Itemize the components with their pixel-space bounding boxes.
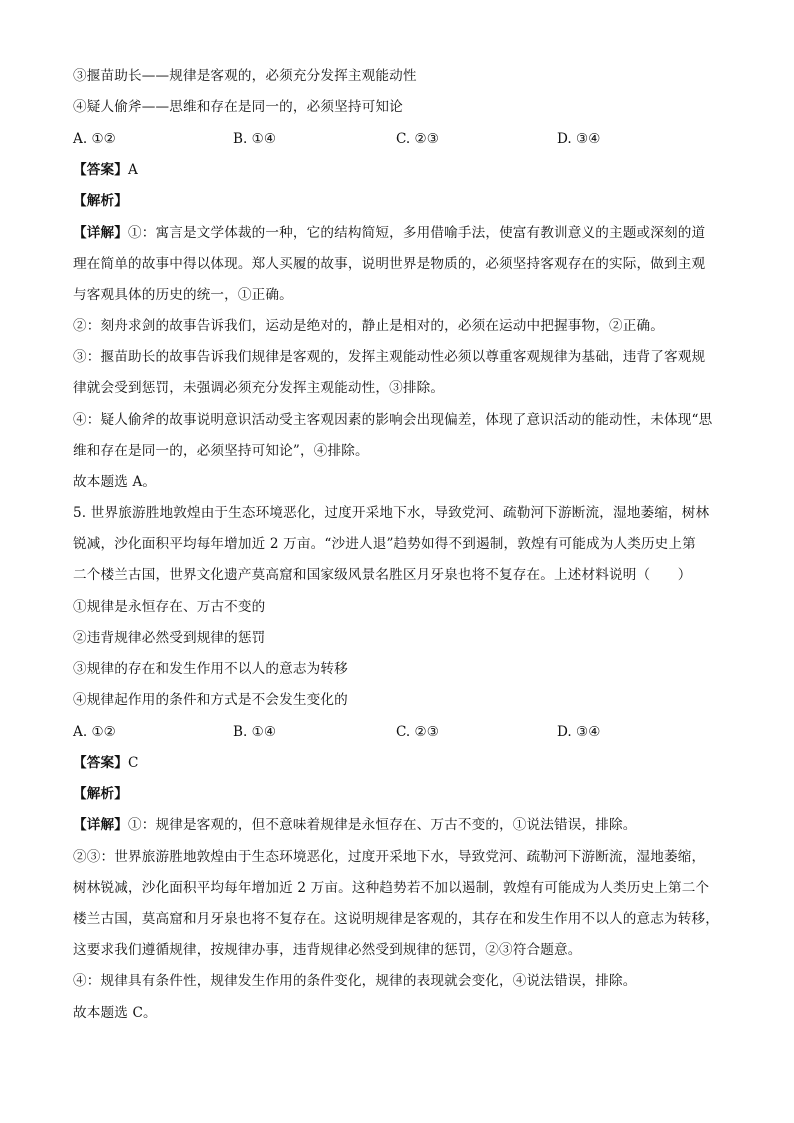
- q5-detail-23-line-3: 楼兰古国，莫高窟和月牙泉也将不复存在。这说明规律是客观的，其存在和发生作用不以人的意志为转移，: [73, 911, 719, 927]
- q4-detail-1-line-3: 与客观具体的历史的统一，①正确。: [73, 287, 293, 303]
- q4-options: [73, 129, 733, 149]
- q4-answer: [73, 160, 138, 180]
- q5-detail-23-line-2: 树林锐减，沙化面积平均每年增加近 2 万亩。这种趋势若不加以遏制，敦煌有可能成为人类历史上第二个: [73, 880, 710, 896]
- answer-value: C: [127, 755, 139, 771]
- q4-option-a: A. ①②: [73, 131, 116, 147]
- q5-stem-line-2: 锐减，沙化面积平均每年增加近 2 万亩。“沙进人退”趋势如得不到遏制，敦煌有可能成为人类历史上第: [73, 536, 696, 552]
- detail-tag: 【详解】: [73, 817, 128, 833]
- q4-detail-3-line-2: 律就会受到惩罚，未强调必须充分发挥主观能动性，③排除。: [73, 380, 445, 396]
- q5-option-a: A. ①②: [73, 724, 116, 740]
- q4-option-c: C. ②③: [396, 131, 439, 147]
- q4-detail-4-line-2: 维和存在是同一的，必须坚持可知论”，④排除。: [73, 443, 369, 459]
- q5-item-4: ④规律起作用的条件和方式是不会发生变化的: [73, 692, 348, 708]
- q4-item-3: ③揠苗助长——规律是客观的，必须充分发挥主观能动性: [73, 68, 417, 84]
- q5-detail-4: ④：规律具有条件性，规律发生作用的条件变化，规律的表现就会变化，④说法错误，排除。: [73, 973, 637, 989]
- q5-stem-line-3: 二个楼兰古国，世界文化遗产莫高窟和国家级风景名胜区月牙泉也将不复存在。上述材料说明（ ）: [73, 567, 692, 583]
- q5-answer: [73, 753, 139, 773]
- q5-item-3: ③规律的存在和发生作用不以人的意志为转移: [73, 661, 348, 677]
- q4-item-4: ④疑人偷斧——思维和存在是同一的，必须坚持可知论: [73, 99, 403, 115]
- q5-item-2: ②违背规律必然受到规律的惩罚: [73, 630, 266, 646]
- q5-options: [73, 722, 733, 742]
- q5-detail-23-line-4: 这要求我们遵循规律，按规律办事，违背规律必然受到规律的惩罚，②③符合题意。: [73, 942, 582, 958]
- q5-option-d: D. ③④: [557, 724, 601, 740]
- q5-stem-line-1: 5. 世界旅游胜地敦煌由于生态环境恶化，过度开采地下水，导致党河、疏勒河下游断流，湿地萎缩，树林: [73, 505, 710, 521]
- q5-option-b: B. ①④: [233, 724, 277, 740]
- q5-item-1: ①规律是永恒存在、万古不变的: [73, 599, 266, 615]
- answer-tag: 【答案】: [73, 162, 128, 178]
- q5-conclusion: 故本题选 C。: [73, 1005, 157, 1021]
- q4-detail-1-line-2: 理在简单的故事中得以体现。郑人买履的故事，说明世界是物质的，必须坚持客观存在的实际，做到主观: [73, 256, 706, 272]
- q5-detail-23-line-1: ②③：世界旅游胜地敦煌由于生态环境恶化，过度开采地下水，导致党河、疏勒河下游断流，湿地萎缩，: [73, 849, 706, 865]
- q4-conclusion: 故本题选 A。: [73, 474, 157, 490]
- q5-analysis-tag: 【解析】: [73, 786, 128, 802]
- q4-option-d: D. ③④: [557, 131, 601, 147]
- detail-tag: 【详解】: [73, 225, 128, 241]
- q4-detail-3-line-1: ③：揠苗助长的故事告诉我们规律是客观的，发挥主观能动性必须以尊重客观规律为基础，违背了客观规: [73, 349, 706, 365]
- q4-option-b: B. ①④: [233, 131, 277, 147]
- answer-value: A: [127, 162, 138, 178]
- q4-analysis-tag: 【解析】: [73, 193, 128, 209]
- q5-detail-1: 【详解】①：规律是客观的，但不意味着规律是永恒存在、万古不变的，①说法错误，排除。: [73, 817, 637, 833]
- q5-option-c: C. ②③: [396, 724, 439, 740]
- q4-detail-1-line-1: 【详解】①：寓言是文学体裁的一种，它的结构简短，多用借喻手法，使富有教训意义的主题或深刻的道: [73, 225, 706, 241]
- answer-tag: 【答案】: [73, 755, 128, 771]
- q4-detail-4-line-1: ④：疑人偷斧的故事说明意识活动受主客观因素的影响会出现偏差，体现了意识活动的能动性，未体现“思: [73, 412, 713, 428]
- q4-detail-2: ②：刻舟求剑的故事告诉我们，运动是绝对的，静止是相对的，必须在运动中把握事物，②正确。: [73, 318, 664, 334]
